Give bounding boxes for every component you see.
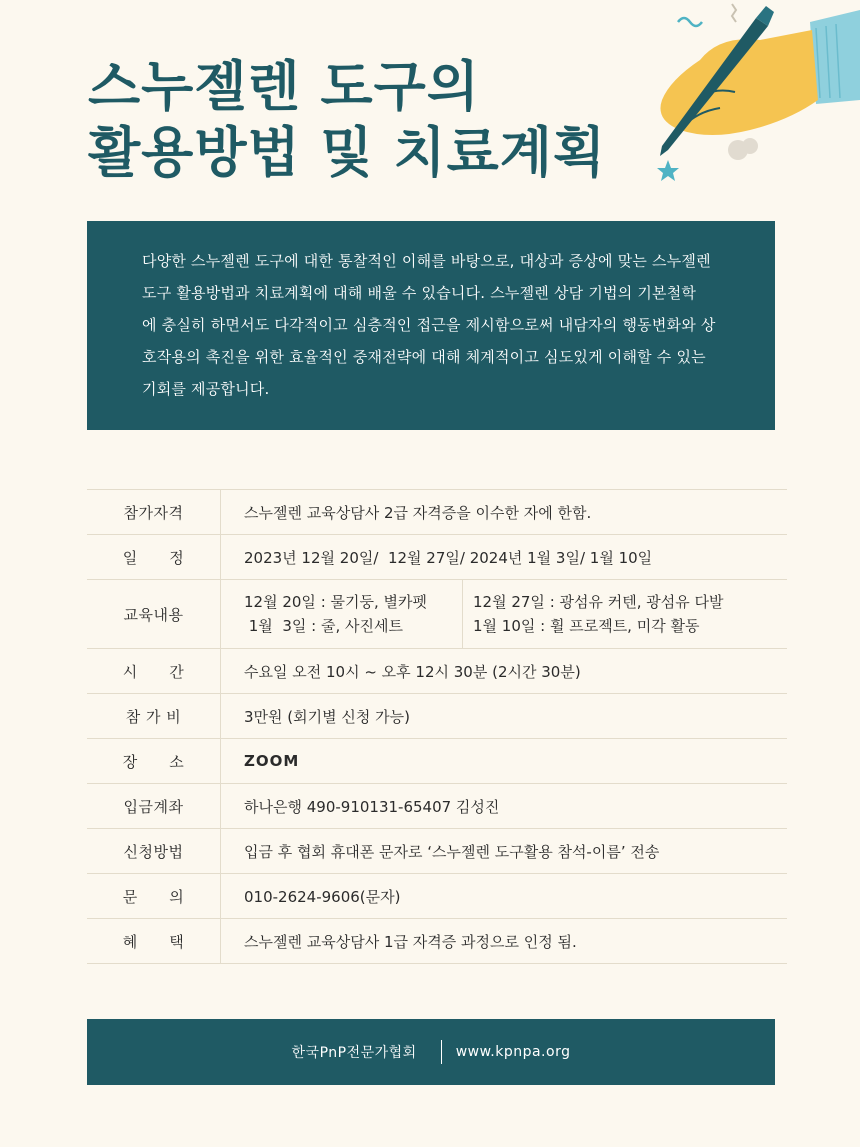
intro-line: 에 충실히 하면서도 다각적이고 심층적인 접근을 제시함으로써 내담자의 행동변화와 상: [142, 316, 716, 334]
row-label: 입금계좌: [87, 784, 221, 829]
row-label: 참가자격: [87, 490, 221, 535]
row-label: 혜 택: [87, 919, 221, 964]
row-label: 시 간: [87, 649, 221, 694]
table-row-venue: [87, 739, 787, 784]
footer-url[interactable]: www.kpnpa.org: [455, 1044, 571, 1060]
intro-line: 도구 활용방법과 치료계획에 대해 배울 수 있습니다. 스누젤렌 상담 기법의 기본철학: [142, 284, 697, 302]
title-line-1: 스누젤렌 도구의: [88, 55, 480, 118]
footer-bar: [87, 1019, 775, 1085]
content-split: [221, 580, 787, 648]
footer-divider: [441, 1040, 442, 1064]
table-row-account: [87, 784, 787, 829]
title-line-2: 활용방법 및 치료계획: [88, 121, 607, 184]
content-item: 12월 20일 : 물기둥, 별카펫: [244, 593, 427, 611]
row-value: ZOOM: [221, 739, 788, 784]
intro-box: [87, 221, 775, 430]
intro-line: 기회를 제공합니다.: [142, 380, 270, 398]
table-row-benefit: [87, 919, 787, 964]
page-title: [88, 54, 606, 186]
row-value: 입금 후 협회 휴대폰 문자로 ‘스누젤렌 도구활용 참석-이름’ 전송: [221, 829, 788, 874]
row-value: 010-2624-9606(문자): [221, 874, 788, 919]
content-cell: [221, 580, 788, 649]
intro-line: 다양한 스누젤렌 도구에 대한 통찰적인 이해를 바탕으로, 대상과 증상에 맞는 스누젤렌: [142, 252, 711, 270]
info-table: [87, 489, 787, 964]
row-label: 참 가 비: [87, 694, 221, 739]
intro-line: 호작용의 촉진을 위한 효율적인 중재전략에 대해 체계적이고 심도있게 이해할 수 있는: [142, 348, 706, 366]
row-value: 스누젤렌 교육상담사 1급 자격증 과정으로 인정 됨.: [221, 919, 788, 964]
content-left: [221, 580, 463, 648]
row-label: 문 의: [87, 874, 221, 919]
content-right: [463, 580, 724, 648]
content-item: 1월 10일 : 휠 프로젝트, 미각 활동: [473, 617, 700, 635]
table-row-qualification: [87, 490, 787, 535]
table-row-apply: [87, 829, 787, 874]
hand-writing-with-pen-icon: [640, 0, 860, 190]
table-row-content: [87, 580, 787, 649]
row-label: 일 정: [87, 535, 221, 580]
row-label: 장 소: [87, 739, 221, 784]
footer-org: 한국PnP전문가협회: [291, 1045, 417, 1061]
table-row-fee: [87, 694, 787, 739]
row-value: 수요일 오전 10시 ~ 오후 12시 30분 (2시간 30분): [221, 649, 788, 694]
row-value: 3만원 (회기별 신청 가능): [221, 694, 788, 739]
content-item: 12월 27일 : 광섬유 커텐, 광섬유 다발: [473, 593, 724, 611]
table-row-time: [87, 649, 787, 694]
row-value: 하나은행 490-910131-65407 김성진: [221, 784, 788, 829]
row-label: 신청방법: [87, 829, 221, 874]
row-value: 2023년 12월 20일/ 12월 27일/ 2024년 1월 3일/ 1월 10일: [221, 535, 788, 580]
content-item: 1월 3일 : 줄, 사진세트: [244, 617, 403, 635]
row-value: 스누젤렌 교육상담사 2급 자격증을 이수한 자에 한함.: [221, 490, 788, 535]
row-label: 교육내용: [87, 580, 221, 649]
table-row-schedule: [87, 535, 787, 580]
table-row-contact: [87, 874, 787, 919]
